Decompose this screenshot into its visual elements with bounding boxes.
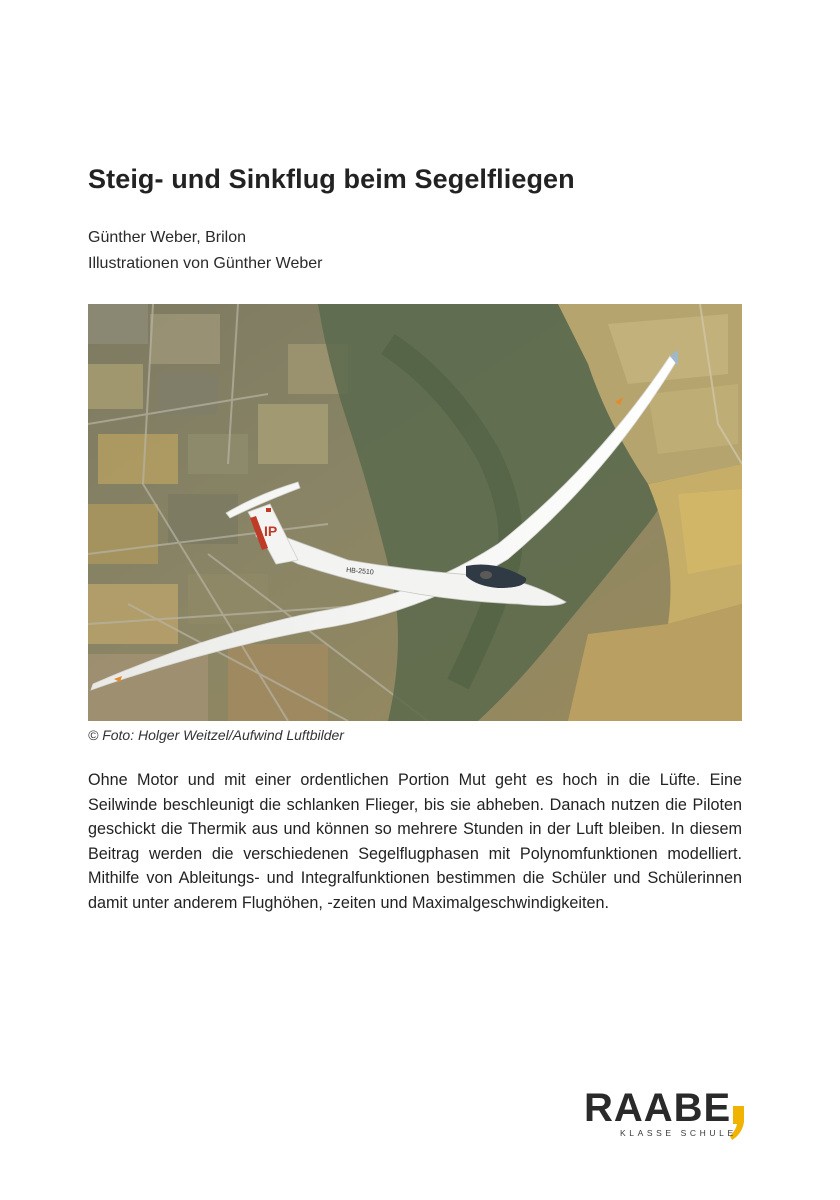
page-title: Steig- und Sinkflug beim Segelfliegen <box>88 164 575 194</box>
illustrations-line: Illustrationen von Günther Weber <box>88 255 323 272</box>
logo-wordmark: RAABE <box>584 1086 732 1130</box>
raabe-logo <box>584 1086 748 1142</box>
intro-paragraph: Ohne Motor und mit einer ordentlichen Portion Mut geht es hoch in die Lüfte. Eine Seilwinde beschleunigt die schlanken Flieger, bis sie abheben. Danach nutzen die Piloten geschickt die Thermik aus und können so mehrere Stunden in der Luft bleiben. In diesem Beitrag werden die verschiedenen Segelflugphasen mit Polynomfunktionen modelliert. Mithilfe von Ableitungs- und Integralfunktionen bestimmen die Schüler und Schülerinnen damit unter anderem Flughöhen, -zeiten und Maximalgeschwindigkeiten. <box>88 771 742 912</box>
tail-marking: IP <box>264 523 278 539</box>
photo-caption: © Foto: Holger Weitzel/Aufwind Luftbilder <box>88 727 344 743</box>
author-line: Günther Weber, Brilon <box>88 229 247 246</box>
logo-subline: KLASSE SCHULE <box>620 1128 737 1138</box>
fuselage-marking: HB-2510 <box>345 567 374 577</box>
glider-photo <box>88 304 742 721</box>
